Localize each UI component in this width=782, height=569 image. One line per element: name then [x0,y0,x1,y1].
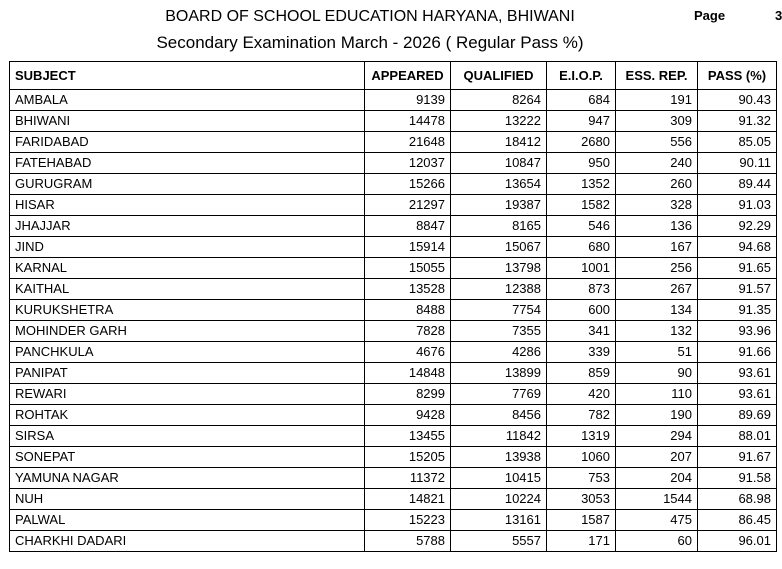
ess-rep-value: 556 [616,132,698,153]
district-name: HISAR [10,195,365,216]
pass-percent-value: 96.01 [698,531,777,552]
ess-rep-value: 267 [616,279,698,300]
eiop-value: 680 [547,237,616,258]
column-header-subject: SUBJECT [10,62,365,90]
table-row [10,258,777,279]
pass-percent-value: 68.98 [698,489,777,510]
qualified-value: 8264 [451,90,547,111]
appeared-value: 15205 [365,447,451,468]
table-row [10,489,777,510]
district-name: KAITHAL [10,279,365,300]
column-header-appeared: APPEARED [365,62,451,90]
eiop-value: 2680 [547,132,616,153]
district-name: JIND [10,237,365,258]
ess-rep-value: 110 [616,384,698,405]
table-row [10,300,777,321]
table-row [10,342,777,363]
qualified-value: 8165 [451,216,547,237]
ess-rep-value: 256 [616,258,698,279]
appeared-value: 14478 [365,111,451,132]
report-subtitle: Secondary Examination March - 2026 ( Regular Pass %) [156,33,584,52]
district-name: JHAJJAR [10,216,365,237]
district-name: PANIPAT [10,363,365,384]
eiop-value: 546 [547,216,616,237]
district-name: BHIWANI [10,111,365,132]
qualified-value: 7355 [451,321,547,342]
district-name: PANCHKULA [10,342,365,363]
ess-rep-value: 1544 [616,489,698,510]
eiop-value: 753 [547,468,616,489]
district-name: CHARKHI DADARI [10,531,365,552]
qualified-value: 7754 [451,300,547,321]
ess-rep-value: 309 [616,111,698,132]
pass-percent-value: 86.45 [698,510,777,531]
column-header-ess-rep: ESS. REP. [616,62,698,90]
appeared-value: 15055 [365,258,451,279]
appeared-value: 11372 [365,468,451,489]
qualified-value: 10224 [451,489,547,510]
ess-rep-value: 132 [616,321,698,342]
eiop-value: 3053 [547,489,616,510]
appeared-value: 21648 [365,132,451,153]
ess-rep-value: 51 [616,342,698,363]
table-body [10,90,777,552]
report-title: BOARD OF SCHOOL EDUCATION HARYANA, BHIWANI [165,8,575,25]
pass-percent-value: 91.32 [698,111,777,132]
qualified-value: 13899 [451,363,547,384]
district-name: GURUGRAM [10,174,365,195]
pass-percent-value: 90.11 [698,153,777,174]
pass-percent-value: 93.61 [698,384,777,405]
eiop-value: 600 [547,300,616,321]
column-header-eiop: E.I.O.P. [547,62,616,90]
table-row [10,363,777,384]
appeared-value: 15914 [365,237,451,258]
pass-percent-value: 91.65 [698,258,777,279]
district-name: KARNAL [10,258,365,279]
ess-rep-value: 190 [616,405,698,426]
qualified-value: 10847 [451,153,547,174]
appeared-value: 15223 [365,510,451,531]
eiop-value: 782 [547,405,616,426]
table-row [10,90,777,111]
table-row [10,405,777,426]
district-name: AMBALA [10,90,365,111]
ess-rep-value: 60 [616,531,698,552]
table-row [10,468,777,489]
pass-percent-value: 91.58 [698,468,777,489]
table-row [10,216,777,237]
qualified-value: 5557 [451,531,547,552]
pass-percent-value: 91.67 [698,447,777,468]
table-row [10,237,777,258]
qualified-value: 13654 [451,174,547,195]
results-table [9,61,777,552]
district-name: NUH [10,489,365,510]
ess-rep-value: 207 [616,447,698,468]
district-name: SIRSA [10,426,365,447]
appeared-value: 13455 [365,426,451,447]
pass-percent-value: 92.29 [698,216,777,237]
ess-rep-value: 260 [616,174,698,195]
eiop-value: 1001 [547,258,616,279]
ess-rep-value: 475 [616,510,698,531]
qualified-value: 8456 [451,405,547,426]
table-row [10,321,777,342]
eiop-value: 1587 [547,510,616,531]
appeared-value: 14821 [365,489,451,510]
ess-rep-value: 136 [616,216,698,237]
table-row [10,174,777,195]
appeared-value: 4676 [365,342,451,363]
pass-percent-value: 89.69 [698,405,777,426]
appeared-value: 7828 [365,321,451,342]
appeared-value: 8488 [365,300,451,321]
ess-rep-value: 204 [616,468,698,489]
qualified-value: 7769 [451,384,547,405]
pass-percent-value: 88.01 [698,426,777,447]
qualified-value: 12388 [451,279,547,300]
district-name: MOHINDER GARH [10,321,365,342]
appeared-value: 9428 [365,405,451,426]
eiop-value: 1060 [547,447,616,468]
qualified-value: 13938 [451,447,547,468]
pass-percent-value: 91.57 [698,279,777,300]
appeared-value: 21297 [365,195,451,216]
district-name: REWARI [10,384,365,405]
district-name: ROHTAK [10,405,365,426]
district-name: FARIDABAD [10,132,365,153]
eiop-value: 1582 [547,195,616,216]
district-name: SONEPAT [10,447,365,468]
pass-percent-value: 91.35 [698,300,777,321]
eiop-value: 341 [547,321,616,342]
ess-rep-value: 90 [616,363,698,384]
qualified-value: 13222 [451,111,547,132]
ess-rep-value: 134 [616,300,698,321]
column-header-qualified: QUALIFIED [451,62,547,90]
pass-percent-value: 91.03 [698,195,777,216]
qualified-value: 15067 [451,237,547,258]
qualified-value: 19387 [451,195,547,216]
appeared-value: 9139 [365,90,451,111]
pass-percent-value: 93.61 [698,363,777,384]
column-header-pass-percent: PASS (%) [698,62,777,90]
pass-percent-value: 89.44 [698,174,777,195]
appeared-value: 15266 [365,174,451,195]
district-name: YAMUNA NAGAR [10,468,365,489]
table-header-row [10,62,777,90]
pass-percent-value: 90.43 [698,90,777,111]
appeared-value: 12037 [365,153,451,174]
pass-percent-value: 91.66 [698,342,777,363]
eiop-value: 950 [547,153,616,174]
ess-rep-value: 294 [616,426,698,447]
pass-percent-value: 85.05 [698,132,777,153]
appeared-value: 8299 [365,384,451,405]
ess-rep-value: 167 [616,237,698,258]
qualified-value: 11842 [451,426,547,447]
pass-percent-value: 94.68 [698,237,777,258]
eiop-value: 859 [547,363,616,384]
eiop-value: 420 [547,384,616,405]
qualified-value: 13161 [451,510,547,531]
eiop-value: 873 [547,279,616,300]
appeared-value: 8847 [365,216,451,237]
eiop-value: 1319 [547,426,616,447]
eiop-value: 171 [547,531,616,552]
table-row [10,447,777,468]
qualified-value: 4286 [451,342,547,363]
ess-rep-value: 240 [616,153,698,174]
eiop-value: 947 [547,111,616,132]
table-row [10,111,777,132]
eiop-value: 1352 [547,174,616,195]
ess-rep-value: 328 [616,195,698,216]
table-row [10,195,777,216]
appeared-value: 13528 [365,279,451,300]
qualified-value: 18412 [451,132,547,153]
district-name: KURUKSHETRA [10,300,365,321]
appeared-value: 14848 [365,363,451,384]
table-row [10,510,777,531]
page-number: 3 [775,8,782,23]
page-label: Page [694,8,726,23]
eiop-value: 684 [547,90,616,111]
table-row [10,426,777,447]
district-name: PALWAL [10,510,365,531]
table-row [10,531,777,552]
table-row [10,384,777,405]
appeared-value: 5788 [365,531,451,552]
table-row [10,132,777,153]
qualified-value: 13798 [451,258,547,279]
pass-percent-value: 93.96 [698,321,777,342]
qualified-value: 10415 [451,468,547,489]
eiop-value: 339 [547,342,616,363]
district-name: FATEHABAD [10,153,365,174]
ess-rep-value: 191 [616,90,698,111]
table-row [10,153,777,174]
table-row [10,279,777,300]
